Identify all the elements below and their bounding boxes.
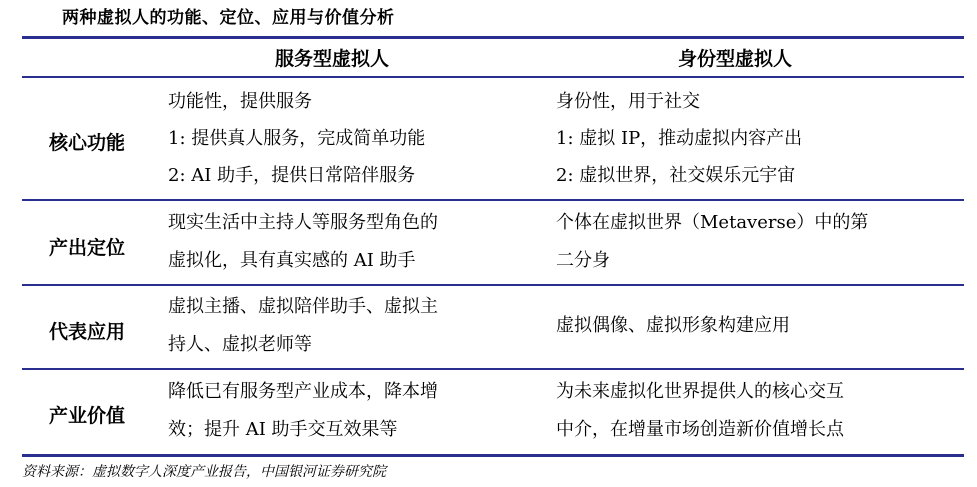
- bottom-rule: [22, 454, 964, 457]
- cell-core-identity-3: 2: 虚拟世界，社交娱乐元宇宙: [556, 165, 796, 186]
- row-rule-2: [22, 284, 964, 286]
- cell-positioning-service-1: 现实生活中主持人等服务型角色的: [168, 212, 438, 233]
- cell-value-service-1: 降低已有服务型产业成本，降本增: [168, 381, 438, 402]
- cell-positioning-identity-1: 个体在虚拟世界（Metaverse）中的第: [556, 212, 869, 233]
- cell-applications-service-1: 虚拟主播、虚拟陪伴助手、虚拟主: [168, 296, 438, 317]
- cell-core-service-1: 功能性，提供服务: [168, 91, 312, 112]
- top-rule: [22, 36, 964, 39]
- cell-positioning-service-2: 虚拟化，具有真实感的 AI 助手: [168, 250, 416, 271]
- row-label-positioning: 产出定位: [48, 237, 125, 259]
- cell-applications-service-2: 持人、虚拟老师等: [168, 334, 312, 355]
- header-rule: [22, 76, 964, 78]
- cell-core-service-2: 1: 提供真人服务，完成简单功能: [168, 128, 426, 149]
- cell-value-service-2: 效；提升 AI 助手交互效果等: [168, 419, 398, 440]
- cell-value-identity-1: 为未来虚拟化世界提供人的核心交互: [556, 381, 844, 402]
- header-identity: 身份型虚拟人: [678, 48, 793, 70]
- row-label-applications: 代表应用: [48, 321, 125, 343]
- row-label-value: 产业价值: [48, 405, 125, 427]
- row-label-core: 核心功能: [48, 132, 125, 154]
- source-note: 资料来源：虚拟数字人深度产业报告，中国银河证券研究院: [22, 464, 386, 480]
- row-rule-1: [22, 199, 964, 201]
- cell-value-identity-2: 中介，在增量市场创造新价值增长点: [556, 419, 844, 440]
- cell-applications-identity-1: 虚拟偶像、虚拟形象构建应用: [556, 315, 790, 336]
- cell-core-identity-2: 1: 虚拟 IP，推动虚拟内容产出: [556, 128, 803, 149]
- row-rule-3: [22, 368, 964, 370]
- cell-positioning-identity-2: 二分身: [556, 250, 610, 271]
- cell-core-identity-1: 身份性，用于社交: [556, 91, 700, 112]
- header-service: 服务型虚拟人: [275, 48, 390, 70]
- cell-core-service-3: 2: AI 助手，提供日常陪伴服务: [168, 165, 416, 186]
- table-title: 两种虚拟人的功能、定位、应用与价值分析: [62, 8, 395, 28]
